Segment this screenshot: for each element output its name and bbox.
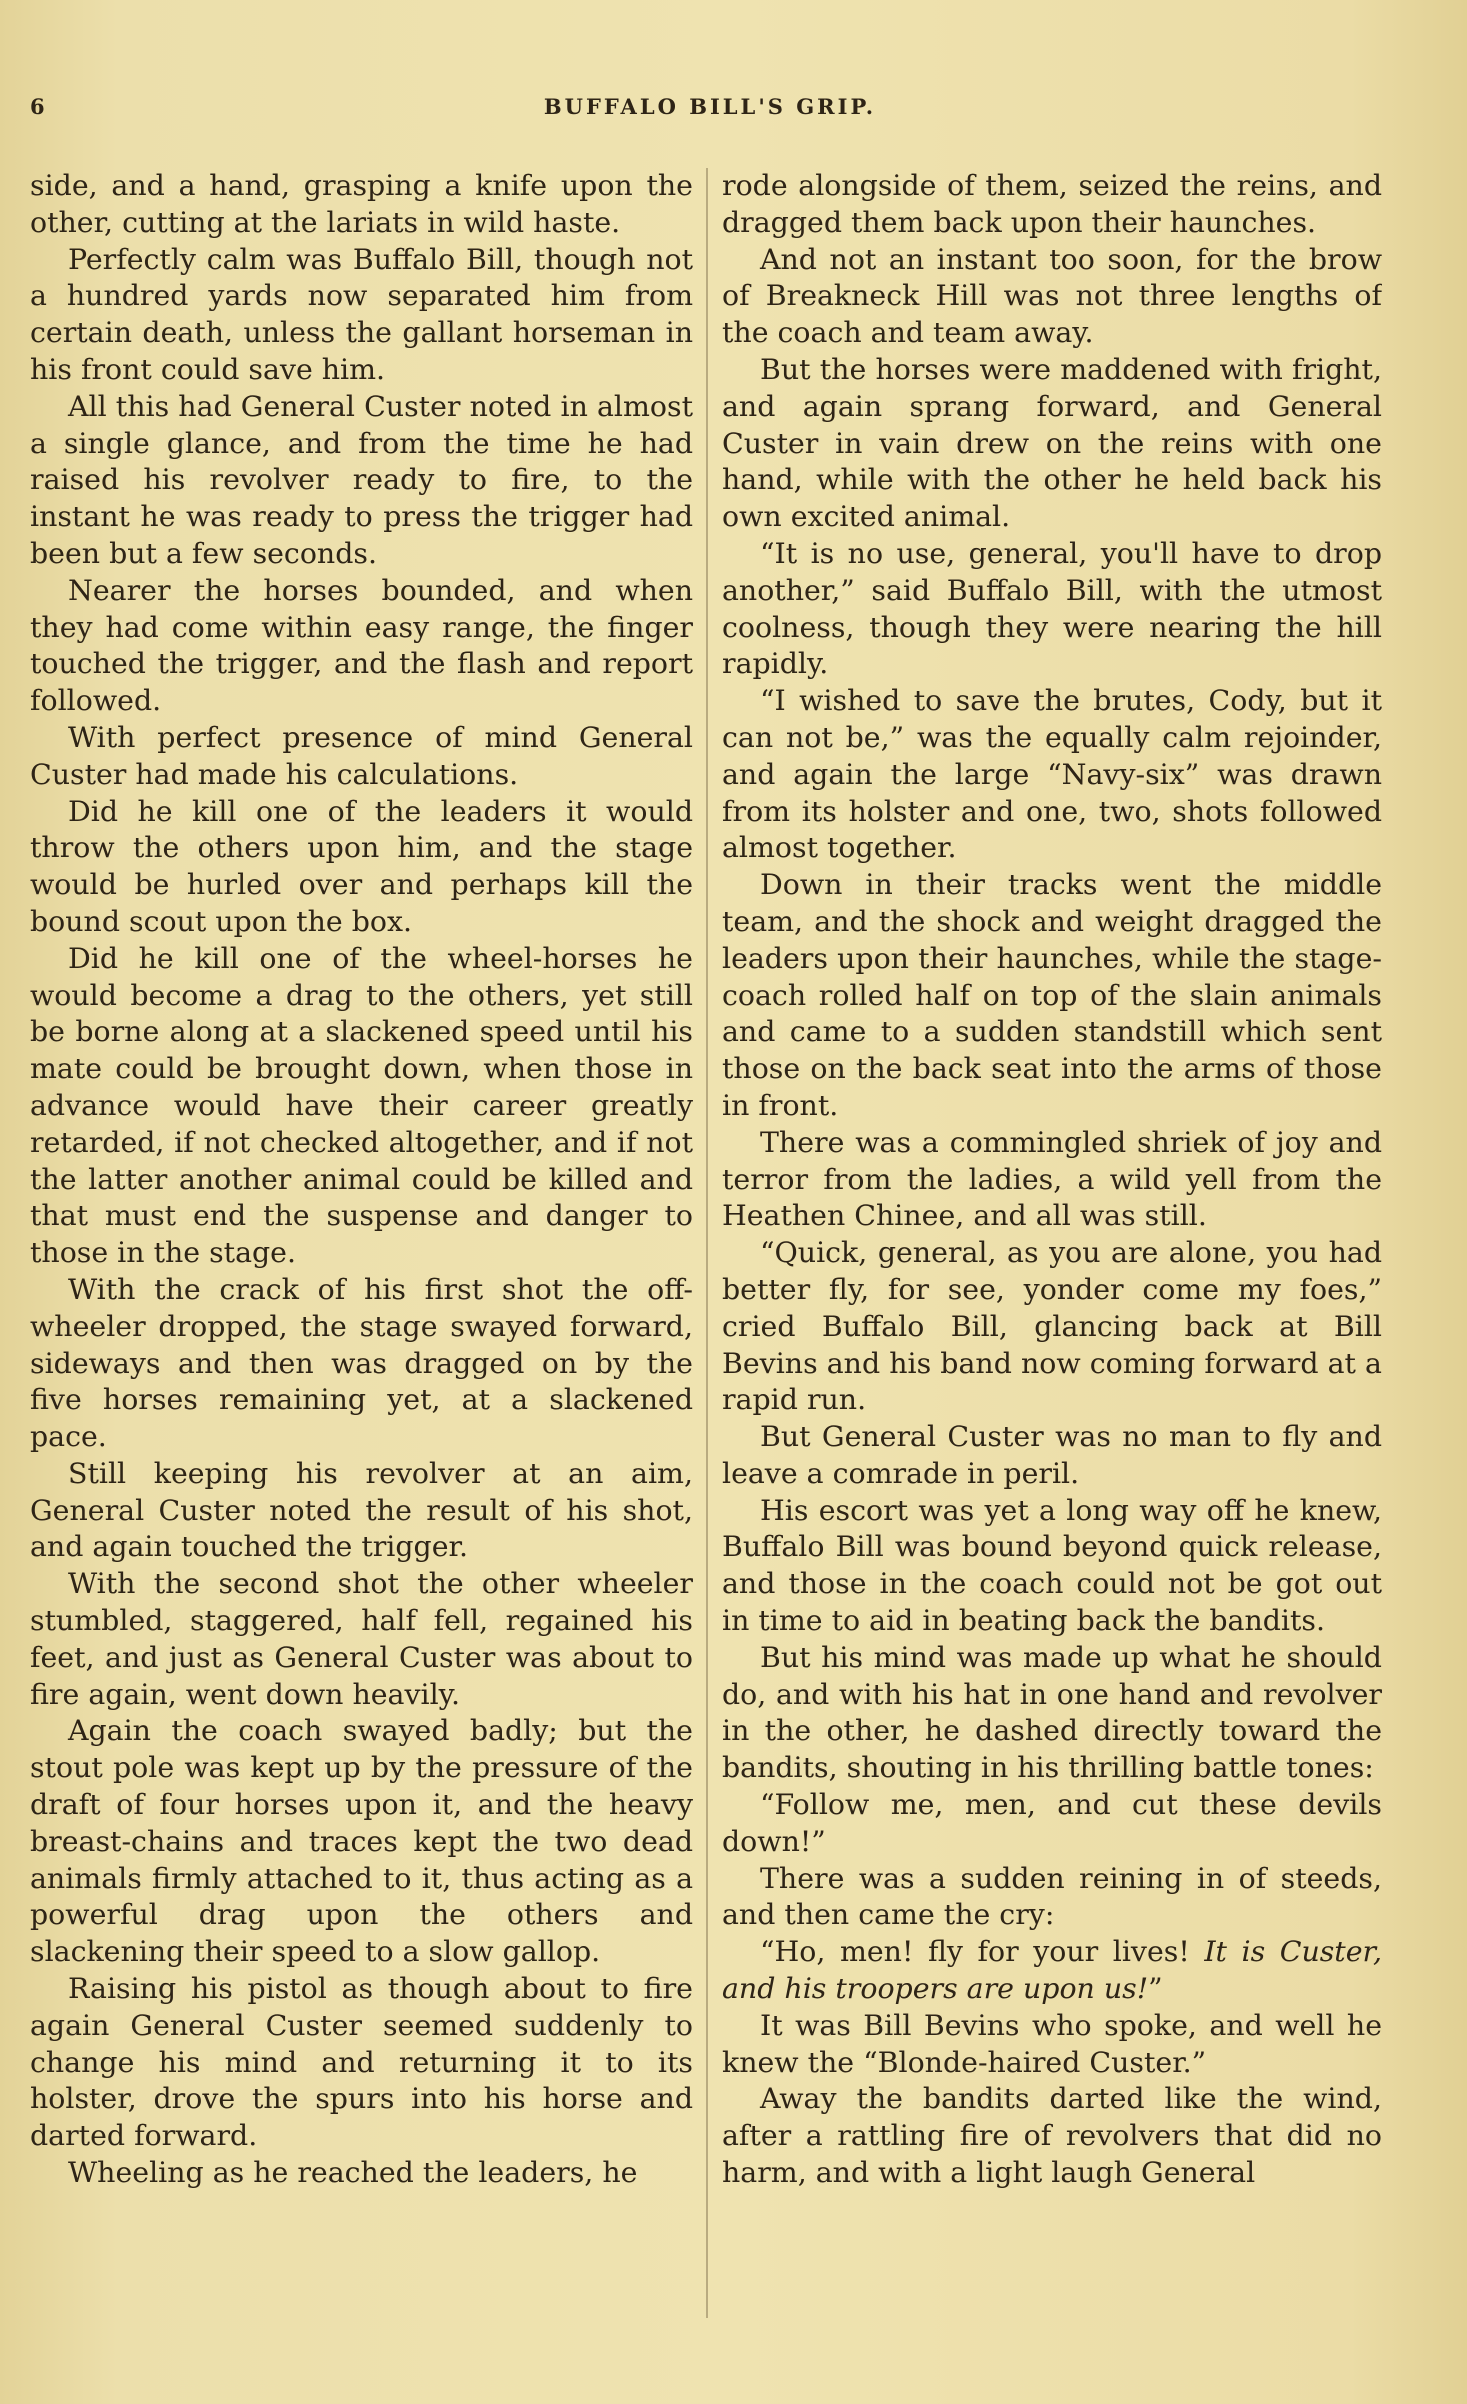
paragraph: “Quick, general, as you are alone, you had better fly, for see, yonder come my foes,” cried Buffalo Bill, glancing back at Bill Bevins and his band now coming forward at a rapid run.	[722, 1236, 1382, 1417]
paragraph: It was Bill Bevins who spoke, and well he knew the “Blonde-haired Custer.”	[722, 2008, 1382, 2079]
paragraph: And not an instant too soon, for the brow of Breakneck Hill was not three lengths of the coach and team away.	[722, 242, 1382, 350]
paragraph: Away the bandits darted like the wind, after a rattling fire of revolvers that did no harm, and with a light laugh General	[722, 2082, 1382, 2190]
paragraph: “Follow me, men, and cut these devils down!”	[722, 1788, 1382, 1858]
column-divider	[706, 168, 708, 2318]
paragraph: All this had General Custer noted in almost a single glance, and from the time he had raised his revolver ready to fire, to the instant he was ready to press the trigger had been but a few seconds.	[30, 389, 693, 570]
italic-cry-text: It is Custer, and his troopers are upon us!	[722, 1935, 1382, 2006]
running-title: BUFFALO BILL'S GRIP.	[543, 94, 877, 119]
paragraph: Again the coach swayed badly; but the stout pole was kept up by the pressure of the draft of four horses upon it, and the heavy breast-chains and traces kept the two dead animals firmly attached to it, thus acting as a powerful drag upon the others and slackening their speed to a slow gallop.	[30, 1714, 693, 1969]
paragraph: But the horses were maddened with fright, and again sprang forward, and General Custer in vain drew on the reins with one hand, while with the other he held back his own excited animal.	[722, 352, 1382, 534]
right-column	[722, 168, 1382, 2368]
paragraph: “I wished to save the brutes, Cody, but it can not be,” was the equally calm rejoinder, and again the large “Navy-six” was drawn from its holster and one, two, shots followed almost together.	[722, 684, 1382, 865]
paragraph: “It is no use, general, you'll have to drop another,” said Buffalo Bill, with the utmost coolness, though they were nearing the hill rapidly.	[722, 536, 1382, 681]
paragraph: Nearer the horses bounded, and when they had come within easy range, the finger touched the trigger, and the flash and report followed.	[30, 573, 693, 718]
paragraph: Did he kill one of the leaders it would throw the others upon him, and the stage would be hurled over and perhaps kill the bound scout upon the box.	[30, 794, 693, 938]
paragraph: With the second shot the other wheeler stumbled, staggered, half fell, regained his feet, and just as General Custer was about to fire again, went down heavily.	[30, 1567, 693, 1711]
paragraph: Did he kill one of the wheel-horses he would become a drag to the others, yet still be borne along at a slackened speed until his mate could be brought down, when those in advance would have their career greatly retarded, if not checked altogether, and if not the latter another animal could be killed and that must end the suspense and danger to those in the stage.	[30, 941, 693, 1270]
paragraph: rode alongside of them, seized the reins, and dragged them back upon their haunches.	[722, 169, 1382, 239]
paragraph: Down in their tracks went the middle team, and the shock and weight dragged the leaders upon their haunches, while the stage-coach rolled half on top of the slain animals and came to a sudden standstill which sent those on the back seat into the arms of those in front.	[722, 868, 1382, 1122]
paragraph: Wheeling as he reached the leaders, he	[68, 2156, 638, 2190]
cry-text: “Ho, men! fly for your lives!	[760, 1935, 1190, 1969]
paragraph: Still keeping his revolver at an aim, General Custer noted the result of his shot, and again touched the trigger.	[30, 1456, 693, 1564]
paragraph: His escort was yet a long way off he knew, Buffalo Bill was bound beyond quick release, and those in the coach could not be got out in time to aid in beating back the bandits.	[722, 1493, 1382, 1638]
page-header	[30, 94, 1390, 134]
paragraph: With perfect presence of mind General Custer had made his calculations.	[30, 720, 693, 791]
paragraph: There was a sudden reining in of steeds, and then came the cry:	[722, 1861, 1382, 1932]
paragraph: But his mind was made up what he should do, and with his hat in one hand and revolver in the other, he dashed directly toward the bandits, shouting in his thrilling battle tones:	[722, 1640, 1382, 1785]
paragraph: But General Custer was no man to fly and leave a comrade in peril.	[722, 1420, 1382, 1490]
paragraph: side, and a hand, grasping a knife upon the other, cutting at the lariats in wild haste.	[30, 169, 693, 239]
paragraph: Perfectly calm was Buffalo Bill, though not a hundred yards now separated him from certain death, unless the gallant horseman in his front could save him.	[30, 242, 693, 386]
closing-quote: ”	[1148, 1972, 1163, 2006]
paragraph	[722, 1934, 1382, 2008]
paragraph: Raising his pistol as though about to fire again General Custer seemed suddenly to change his mind and returning it to its holster, drove the spurs into his horse and darted forward.	[30, 1972, 693, 2153]
left-column	[30, 168, 693, 2368]
paragraph: With the crack of his first shot the off-wheeler dropped, the stage swayed forward, sideways and then was dragged on by the five horses remaining yet, at a slackened pace.	[30, 1272, 693, 1454]
page-number: 6	[30, 94, 48, 119]
paragraph: There was a commingled shriek of joy and terror from the ladies, a wild yell from the Heathen Chinee, and all was still.	[722, 1125, 1382, 1233]
